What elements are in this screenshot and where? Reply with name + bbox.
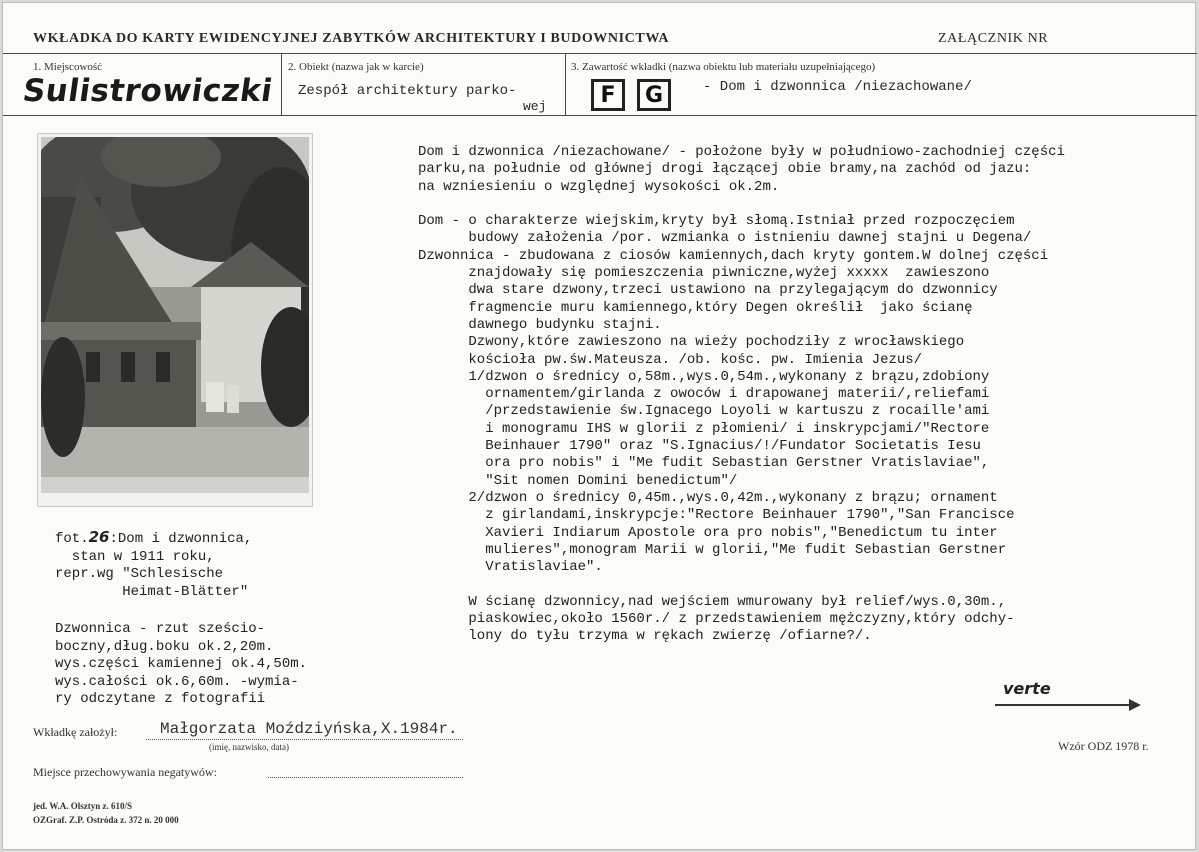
print-line-1: jed. W.A. Olsztyn z. 610/S <box>33 801 133 811</box>
desc-line: Dom i dzwonnica /niezachowane/ - położone były w południowo-zachodniej części <box>418 144 1065 160</box>
desc-line: 1/dzwon o średnicy o,58m.,wys.0,54m.,wykonany z brązu,zdobiony <box>418 368 990 385</box>
desc-line: Dzwony,które zawieszono na wieży pochodziły z wrocławskiego <box>418 334 965 351</box>
field-divider-1 <box>281 53 282 115</box>
caption-line: :Dom i dzwonnica, <box>109 531 253 547</box>
desc-line: Xavieri Indiarum Apostole ora pro nobis","Benedictum tu inter <box>418 524 998 541</box>
field-divider-2 <box>565 53 566 115</box>
verte-label: verte <box>1003 679 1051 698</box>
contents-value: - Dom i dzwonnica /niezachowane/ <box>703 79 972 95</box>
fields-rule <box>3 115 1197 116</box>
desc-line: mulieres",monogram Marii w glorii,"Me fudit Sebastian Gerstner <box>418 541 1007 558</box>
bell-tower-note <box>55 621 307 709</box>
photo-house-and-bell-tower <box>41 137 309 493</box>
fot-number: 26 <box>88 528 110 546</box>
right-arrow-icon <box>993 695 1143 715</box>
compiled-label: Wkładkę założył: <box>33 725 118 739</box>
desc-line: "Sit nomen Domini benedictum"/ <box>418 472 738 489</box>
stamp-f: F <box>591 79 625 111</box>
desc-line: fragmencie muru kamiennego,który Degen określił jako ścianę <box>418 299 973 316</box>
desc-line: dwa stare dzwony,trzeci ustawiono na przylegającym do dzwonnicy <box>418 282 998 299</box>
note-line: wys.części kamiennej ok.4,50m. <box>55 656 308 673</box>
desc-line: lony do tyłu trzyma w rękach zwierzę /ofiarne?/. <box>418 628 872 645</box>
desc-line: piaskowiec,około 1560r./ z przedstawieniem mężczyzny,który odchy- <box>418 611 1015 628</box>
desc-line: Vratislaviae". <box>418 559 603 576</box>
desc-line: znajdowały się pomieszczenia piwniczne,wyżej xxxxx zawieszono <box>418 265 990 282</box>
desc-line: i monogramu IHS w glorii z płomieni/ i inskrypcjami/"Rectore <box>418 420 990 437</box>
historic-photo <box>37 133 313 507</box>
card-title: WKŁADKA DO KARTY EWIDENCYJNEJ ZABYTKÓW ARCHITEKTURY I BUDOWNICTWA <box>33 31 670 46</box>
desc-line: /przedstawienie św.Ignacego Loyoli w kartuszu z rocaille'ami <box>418 403 990 420</box>
inventory-card <box>2 2 1196 850</box>
description-text <box>418 144 1065 646</box>
storage-label: Miejsce przechowywania negatywów: <box>33 765 217 779</box>
desc-line: Dzwonnica - zbudowana z ciosów kamiennych,dach kryty gontem.W dolnej części <box>418 247 1049 264</box>
storage-dotted-line <box>268 777 463 778</box>
desc-line: budowy założenia /por. wzmianka o istnieniu dawnej stajni u Degena/ <box>418 230 1032 247</box>
desc-line: 2/dzwon o średnicy 0,45m.,wys.0,42m.,wykonany z brązu; ornament <box>418 489 998 506</box>
note-line: boczny,dług.boku ok.2,20m. <box>55 638 274 655</box>
desc-line: ornamentem/girlanda z owoców i drapowanej materii/,reliefami <box>418 386 990 403</box>
caption-line: repr.wg "Schlesische <box>55 566 224 583</box>
caption-line: stan w 1911 roku, <box>55 548 215 565</box>
photo-caption <box>55 529 252 601</box>
desc-line: na wzniesieniu o względnej wysokości ok.2m. <box>418 178 780 195</box>
desc-line: dawnego budynku stajni. <box>418 316 662 333</box>
desc-line: Dom - o charakterze wiejskim,kryty był słomą.Istniał przed rozpoczęciem <box>418 213 1015 230</box>
object-value-line2: wej <box>523 99 547 114</box>
desc-line: ora pro nobis" i "Me fudit Sebastian Gerstner Vratislaviae", <box>418 455 990 472</box>
print-line-2: OZGraf. Z.P. Ostróda z. 372 n. 20 000 <box>33 815 179 825</box>
locality-value: Sulistrowiczki <box>20 73 275 109</box>
desc-line: Beinhauer 1790" oraz "S.Ignacius/!/Fundator Societatis Iesu <box>418 438 981 455</box>
header-rule <box>3 53 1197 54</box>
contents-label: 3. Zawartość wkładki (nazwa obiektu lub materiału uzupełniającego) <box>571 61 876 73</box>
fot-label: fot. <box>55 531 89 547</box>
stamp-g: G <box>637 79 671 111</box>
object-value-line1: Zespół architektury parko- <box>298 83 517 99</box>
compiled-dotted-line <box>146 739 463 740</box>
annex-label: ZAŁĄCZNIK NR <box>938 31 1049 46</box>
desc-line: W ścianę dzwonnicy,nad wejściem wmurowany był relief/wys.0,30m., <box>418 593 1007 610</box>
desc-line: parku,na południe od głównej drogi łączącej obie bramy,na zachód od jazu: <box>418 161 1032 178</box>
compiled-hint: (imię, nazwisko, data) <box>209 742 289 752</box>
caption-line: Heimat-Blätter" <box>55 583 249 600</box>
object-label: 2. Obiekt (nazwa jak w karcie) <box>288 61 424 73</box>
form-id: Wzór ODZ 1978 r. <box>1058 739 1149 753</box>
compiled-value: Małgorzata Moździyńska,X.1984r. <box>160 720 458 738</box>
note-line: Dzwonnica - rzut sześcio- <box>55 621 266 637</box>
locality-label: 1. Miejscowość <box>33 61 103 73</box>
note-line: wys.całości ok.6,60m. -wymia- <box>55 673 299 690</box>
note-line: ry odczytane z fotografii <box>55 691 266 708</box>
desc-line: kościoła pw.św.Mateusza. /ob. kośc. pw. Imienia Jezus/ <box>418 351 923 368</box>
desc-line: z girlandami,inskrypcje:"Rectore Beinhauer 1790","San Francisce <box>418 507 1015 524</box>
